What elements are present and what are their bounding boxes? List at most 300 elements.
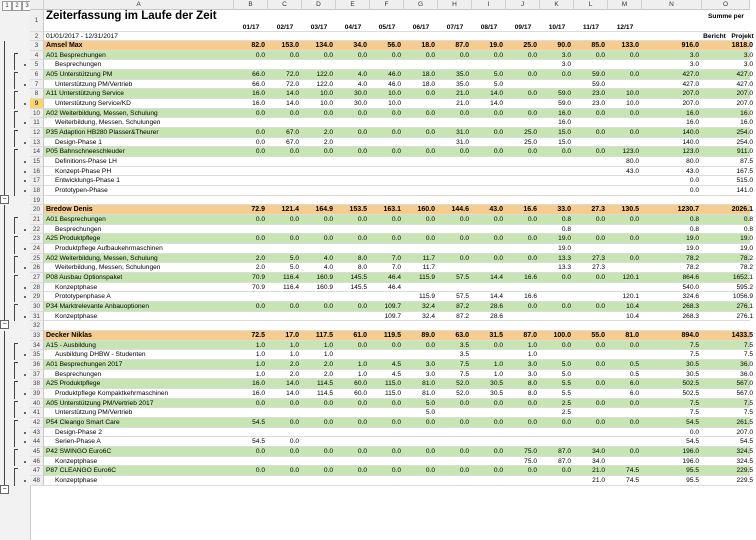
month-value-cell[interactable]: [404, 196, 438, 205]
month-value-cell[interactable]: 19.0: [558, 235, 571, 243]
month-value-cell[interactable]: 0.0: [527, 419, 537, 427]
project-name[interactable]: P42 SWINGO Euro6C: [46, 448, 112, 456]
outline-level-2-button[interactable]: 2: [12, 1, 22, 11]
phase-name[interactable]: Design-Phase 1: [55, 138, 102, 146]
month-value-cell[interactable]: [608, 138, 642, 147]
month-value-cell[interactable]: [472, 60, 506, 69]
phase-name[interactable]: Ausbildung DHBW - Studenten: [55, 351, 146, 359]
month-value-cell[interactable]: 5.5: [561, 390, 571, 398]
month-value-cell[interactable]: 2.0: [289, 370, 299, 378]
sum-projekt-cell[interactable]: 7.5: [743, 341, 753, 349]
sum-bericht-cell[interactable]: 30.5: [686, 370, 699, 378]
month-value-cell[interactable]: 133.0: [621, 42, 639, 49]
month-value-cell[interactable]: 115.9: [418, 293, 435, 301]
month-value-cell[interactable]: 72.9: [251, 206, 265, 214]
month-value-cell[interactable]: [268, 476, 302, 485]
month-value-cell[interactable]: 46.4: [388, 283, 401, 291]
month-value-cell[interactable]: 14.0: [286, 390, 299, 398]
project-name[interactable]: A05 Unterstützung PM: [46, 71, 113, 78]
month-value-cell[interactable]: 74.5: [626, 467, 639, 475]
month-value-cell[interactable]: 0.0: [357, 216, 367, 224]
sum-projekt-cell[interactable]: 3.0: [743, 61, 753, 69]
month-value-cell[interactable]: [438, 283, 472, 292]
month-value-cell[interactable]: 6.0: [629, 380, 639, 388]
month-value-cell[interactable]: [404, 60, 438, 69]
month-value-cell[interactable]: [608, 225, 642, 234]
month-value-cell[interactable]: 0.0: [357, 341, 367, 349]
month-value-cell[interactable]: [302, 457, 336, 466]
sum-bericht-cell[interactable]: 54.5: [686, 419, 699, 427]
month-value-cell[interactable]: 0.0: [493, 448, 503, 456]
month-value-cell[interactable]: [234, 176, 268, 185]
month-value-cell[interactable]: 4.0: [357, 80, 367, 88]
month-value-cell[interactable]: 0.0: [595, 274, 605, 282]
month-value-cell[interactable]: [472, 457, 506, 466]
month-value-cell[interactable]: [608, 186, 642, 195]
month-value-cell[interactable]: [608, 80, 642, 89]
sum-bericht-cell[interactable]: 140.0: [682, 129, 699, 137]
month-value-cell[interactable]: 5.0: [289, 264, 299, 272]
month-header[interactable]: 06/17: [412, 24, 430, 31]
month-value-cell[interactable]: [574, 437, 608, 446]
sum-projekt-cell[interactable]: 7.5: [743, 351, 753, 359]
month-value-cell[interactable]: 80.0: [626, 158, 639, 166]
sum-projekt-cell[interactable]: 3.0: [743, 51, 753, 59]
month-value-cell[interactable]: [438, 157, 472, 166]
month-value-cell[interactable]: 0.0: [459, 109, 469, 117]
month-value-cell[interactable]: 123.0: [622, 148, 639, 156]
month-value-cell[interactable]: [438, 60, 472, 69]
month-value-cell[interactable]: [404, 99, 438, 108]
row-number[interactable]: 44: [30, 437, 44, 447]
month-value-cell[interactable]: 4.0: [323, 254, 333, 262]
sum-projekt-cell[interactable]: 16.0: [740, 119, 753, 127]
row-number[interactable]: 13: [30, 138, 44, 148]
row-number[interactable]: 25: [30, 254, 44, 264]
month-value-cell[interactable]: 0.0: [527, 254, 537, 262]
month-value-cell[interactable]: 5.0: [425, 409, 435, 417]
month-value-cell[interactable]: 13.3: [558, 254, 571, 262]
month-value-cell[interactable]: 19.0: [489, 42, 503, 49]
month-value-cell[interactable]: 15.0: [558, 129, 571, 137]
month-value-cell[interactable]: 54.5: [252, 438, 265, 446]
month-value-cell[interactable]: [472, 167, 506, 176]
month-value-cell[interactable]: 46.0: [388, 71, 401, 78]
project-name[interactable]: A02 Weiterbildung, Messen, Schulung: [46, 109, 158, 117]
month-value-cell[interactable]: [574, 176, 608, 185]
month-value-cell[interactable]: [540, 437, 574, 446]
sum-projekt-cell[interactable]: 229.5: [736, 467, 753, 475]
month-value-cell[interactable]: [234, 244, 268, 253]
month-value-cell[interactable]: [506, 186, 540, 195]
sum-projekt-cell[interactable]: 324.5: [736, 448, 753, 456]
month-value-cell[interactable]: 10.4: [626, 312, 639, 320]
sum-projekt-cell[interactable]: 54.5: [740, 438, 753, 446]
sum-bericht-cell[interactable]: 30.5: [686, 361, 699, 369]
month-value-cell[interactable]: 0.0: [527, 303, 537, 311]
phase-name[interactable]: Produktpflege Kompaktkehrmaschinen: [55, 390, 169, 398]
month-value-cell[interactable]: 0.5: [629, 370, 639, 378]
month-value-cell[interactable]: 0.0: [255, 51, 265, 59]
row-number[interactable]: 18: [30, 186, 44, 196]
month-value-cell[interactable]: 57.5: [456, 274, 469, 282]
month-value-cell[interactable]: [506, 408, 540, 417]
sum-bericht-cell[interactable]: 540.0: [682, 283, 699, 291]
month-value-cell[interactable]: [336, 118, 370, 127]
phase-name[interactable]: [44, 321, 234, 330]
month-value-cell[interactable]: 0.0: [357, 51, 367, 59]
month-value-cell[interactable]: 14.0: [286, 90, 299, 98]
month-value-cell[interactable]: 0.0: [255, 109, 265, 117]
month-value-cell[interactable]: [574, 283, 608, 292]
month-value-cell[interactable]: [404, 118, 438, 127]
month-value-cell[interactable]: [540, 476, 574, 485]
phase-name[interactable]: Weiterbildung, Messen, Schulungen: [55, 264, 161, 272]
sum-bericht-cell[interactable]: 7.5: [689, 399, 699, 407]
month-value-cell[interactable]: 0.0: [391, 448, 401, 456]
month-value-cell[interactable]: [540, 157, 574, 166]
phase-name[interactable]: Design-Phase 2: [55, 428, 102, 436]
month-value-cell[interactable]: 13.3: [558, 264, 571, 272]
month-value-cell[interactable]: 0.0: [357, 303, 367, 311]
month-value-cell[interactable]: 66.0: [252, 71, 265, 78]
month-value-cell[interactable]: [608, 196, 642, 205]
month-value-cell[interactable]: 0.0: [629, 448, 639, 456]
month-value-cell[interactable]: [234, 408, 268, 417]
sum-projekt-cell[interactable]: 595.2: [736, 283, 753, 291]
row-number[interactable]: 8: [30, 89, 44, 99]
row-number[interactable]: 16: [30, 167, 44, 177]
month-value-cell[interactable]: [404, 428, 438, 437]
month-value-cell[interactable]: 61.0: [353, 332, 367, 340]
sum-projekt-cell[interactable]: 87.5: [740, 158, 753, 166]
sum-bericht-cell[interactable]: 3.0: [689, 51, 699, 59]
month-value-cell[interactable]: 7.5: [459, 370, 469, 378]
row-number[interactable]: 10: [30, 109, 44, 119]
column-header-o[interactable]: O: [702, 0, 750, 10]
month-value-cell[interactable]: [472, 118, 506, 127]
sum-bericht-cell[interactable]: 427.0: [682, 71, 699, 78]
month-value-cell[interactable]: 0.0: [595, 129, 605, 137]
month-value-cell[interactable]: 0.0: [425, 419, 435, 427]
month-value-cell[interactable]: [404, 186, 438, 195]
month-value-cell[interactable]: [404, 321, 438, 330]
month-value-cell[interactable]: 63.0: [455, 332, 469, 340]
month-value-cell[interactable]: [540, 312, 574, 321]
month-value-cell[interactable]: [302, 408, 336, 417]
month-header[interactable]: 02/17: [276, 24, 294, 31]
month-value-cell[interactable]: 0.0: [629, 51, 639, 59]
month-value-cell[interactable]: 60.0: [354, 380, 367, 388]
month-value-cell[interactable]: 160.9: [316, 274, 333, 282]
month-value-cell[interactable]: 4.5: [391, 370, 401, 378]
outline-level-1-button[interactable]: 1: [2, 1, 12, 11]
month-value-cell[interactable]: [608, 408, 642, 417]
sum-bericht-cell[interactable]: 16.0: [686, 119, 699, 127]
month-value-cell[interactable]: 1.0: [527, 341, 537, 349]
month-value-cell[interactable]: 0.0: [595, 419, 605, 427]
month-value-cell[interactable]: 3.5: [459, 351, 469, 359]
month-value-cell[interactable]: [336, 437, 370, 446]
month-value-cell[interactable]: [336, 244, 370, 253]
month-value-cell[interactable]: 0.0: [391, 148, 401, 156]
row-number[interactable]: 36: [30, 360, 44, 370]
month-value-cell[interactable]: 8.0: [357, 264, 367, 272]
month-value-cell[interactable]: [540, 292, 574, 301]
month-value-cell[interactable]: 0.0: [493, 148, 503, 156]
month-value-cell[interactable]: 0.0: [357, 148, 367, 156]
sum-bericht-cell[interactable]: 1230.7: [677, 206, 699, 214]
column-header-m[interactable]: M: [608, 0, 642, 10]
month-value-cell[interactable]: 11.7: [422, 264, 435, 272]
column-header-k[interactable]: K: [540, 0, 574, 10]
column-header-a[interactable]: A: [44, 0, 234, 10]
month-value-cell[interactable]: [336, 225, 370, 234]
row-number[interactable]: 38: [30, 379, 44, 389]
month-value-cell[interactable]: [234, 186, 268, 195]
month-value-cell[interactable]: [268, 157, 302, 166]
month-value-cell[interactable]: 0.0: [357, 467, 367, 475]
month-value-cell[interactable]: [404, 350, 438, 359]
month-value-cell[interactable]: 3.5: [459, 341, 469, 349]
phase-name[interactable]: Entwicklungs-Phase 1: [55, 177, 120, 185]
row-number[interactable]: 3: [30, 41, 44, 51]
month-value-cell[interactable]: 2.0: [323, 370, 333, 378]
sum-bericht-cell[interactable]: 268.3: [682, 312, 699, 320]
month-value-cell[interactable]: [574, 408, 608, 417]
month-value-cell[interactable]: 2.0: [255, 254, 265, 262]
month-header[interactable]: 01/17: [242, 24, 260, 31]
month-value-cell[interactable]: 16.0: [558, 109, 571, 117]
month-value-cell[interactable]: [302, 225, 336, 234]
month-value-cell[interactable]: [506, 476, 540, 485]
month-value-cell[interactable]: 5.0: [561, 361, 571, 369]
month-value-cell[interactable]: [472, 321, 506, 330]
sum-projekt-cell[interactable]: 167.5: [736, 167, 753, 175]
sum-bericht-cell[interactable]: 427.0: [682, 80, 699, 88]
phase-name[interactable]: Konzept-Phase PH: [55, 167, 112, 175]
sum-bericht-cell[interactable]: 19.0: [686, 235, 699, 243]
month-value-cell[interactable]: 0.0: [357, 129, 367, 137]
month-value-cell[interactable]: 10.0: [626, 90, 639, 98]
sum-bericht-cell[interactable]: [642, 321, 702, 330]
sum-bericht-cell[interactable]: 196.0: [682, 448, 699, 456]
month-value-cell[interactable]: [540, 350, 574, 359]
month-value-cell[interactable]: 1.0: [289, 351, 299, 359]
month-value-cell[interactable]: 60.0: [354, 390, 367, 398]
month-value-cell[interactable]: [608, 437, 642, 446]
month-value-cell[interactable]: 32.4: [422, 303, 435, 311]
phase-name[interactable]: Weiterbildung, Messen, Schulungen: [55, 119, 161, 127]
sum-projekt-cell[interactable]: 19.0: [740, 245, 753, 253]
month-value-cell[interactable]: [574, 157, 608, 166]
month-header[interactable]: 09/17: [514, 24, 532, 31]
phase-name[interactable]: Produktpflege Aufbaukehrmaschinen: [55, 245, 163, 253]
project-name[interactable]: A01 Besprechungen: [46, 216, 106, 224]
month-value-cell[interactable]: 0.0: [323, 148, 333, 156]
month-value-cell[interactable]: 0.0: [425, 109, 435, 117]
month-value-cell[interactable]: 0.0: [255, 235, 265, 243]
sum-bericht-cell[interactable]: 16.0: [686, 109, 699, 117]
month-value-cell[interactable]: [574, 389, 608, 398]
month-value-cell[interactable]: 2.5: [561, 399, 571, 407]
month-value-cell[interactable]: [336, 186, 370, 195]
month-value-cell[interactable]: [336, 350, 370, 359]
month-value-cell[interactable]: 120.1: [622, 293, 639, 301]
month-value-cell[interactable]: 87.2: [456, 312, 469, 320]
sum-bericht-cell[interactable]: 7.5: [689, 341, 699, 349]
month-value-cell[interactable]: 0.0: [527, 467, 537, 475]
sum-bericht-cell[interactable]: 95.5: [686, 467, 699, 475]
month-value-cell[interactable]: 0.0: [629, 109, 639, 117]
month-value-cell[interactable]: [506, 428, 540, 437]
month-value-cell[interactable]: 0.0: [561, 419, 571, 427]
month-value-cell[interactable]: 0.0: [595, 148, 605, 156]
phase-name[interactable]: Definitions-Phase LH: [55, 158, 117, 166]
month-value-cell[interactable]: [574, 60, 608, 69]
month-value-cell[interactable]: 31.0: [456, 138, 469, 146]
phase-name[interactable]: Besprechungen: [55, 370, 102, 378]
month-value-cell[interactable]: [506, 437, 540, 446]
month-value-cell[interactable]: 3.0: [425, 370, 435, 378]
month-value-cell[interactable]: 0.0: [391, 341, 401, 349]
sum-bericht-cell[interactable]: 54.5: [686, 438, 699, 446]
sum-bericht-cell[interactable]: 95.5: [686, 477, 699, 485]
column-header-j[interactable]: J: [506, 0, 540, 10]
row-number[interactable]: 23: [30, 234, 44, 244]
month-value-cell[interactable]: [506, 118, 540, 127]
phase-name[interactable]: Unterstützung Service/KD: [55, 100, 131, 108]
project-name[interactable]: A15 - Ausbildung: [46, 341, 96, 349]
sum-projekt-cell[interactable]: 16.0: [740, 109, 753, 117]
month-value-cell[interactable]: [438, 457, 472, 466]
month-value-cell[interactable]: 0.0: [255, 448, 265, 456]
phase-name[interactable]: Serien-Phase A: [55, 438, 101, 446]
month-value-cell[interactable]: 0.0: [425, 341, 435, 349]
sum-bericht-cell[interactable]: 80.0: [686, 158, 699, 166]
row-number[interactable]: 35: [30, 350, 44, 360]
month-value-cell[interactable]: [268, 118, 302, 127]
project-name[interactable]: A01 Besprechungen: [46, 51, 106, 59]
sum-bericht-cell[interactable]: 207.0: [682, 90, 699, 98]
month-value-cell[interactable]: [574, 350, 608, 359]
month-value-cell[interactable]: 0.0: [459, 254, 469, 262]
month-value-cell[interactable]: 25.0: [524, 129, 537, 137]
month-value-cell[interactable]: 0.0: [323, 419, 333, 427]
row-number[interactable]: 37: [30, 370, 44, 380]
month-value-cell[interactable]: 5.0: [493, 71, 503, 78]
month-value-cell[interactable]: 32.4: [422, 312, 435, 320]
month-value-cell[interactable]: [472, 138, 506, 147]
month-value-cell[interactable]: [506, 312, 540, 321]
month-value-cell[interactable]: 14.0: [286, 380, 299, 388]
month-value-cell[interactable]: 0.0: [493, 341, 503, 349]
project-name[interactable]: A05 Unterstützung PM/Vertrieb 2017: [46, 399, 154, 407]
month-value-cell[interactable]: 72.0: [286, 71, 299, 78]
month-value-cell[interactable]: [472, 408, 506, 417]
month-value-cell[interactable]: [268, 167, 302, 176]
month-value-cell[interactable]: 0.0: [357, 448, 367, 456]
month-value-cell[interactable]: [404, 225, 438, 234]
phase-name[interactable]: Unterstützung PM/Vertrieb: [55, 409, 133, 417]
month-value-cell[interactable]: [234, 292, 268, 301]
month-value-cell[interactable]: 28.6: [490, 312, 503, 320]
column-header-n[interactable]: N: [642, 0, 702, 10]
month-value-cell[interactable]: 0.0: [391, 129, 401, 137]
month-value-cell[interactable]: 74.5: [626, 477, 639, 485]
month-value-cell[interactable]: 0.0: [289, 235, 299, 243]
month-value-cell[interactable]: 70.9: [252, 283, 265, 291]
month-value-cell[interactable]: 10.4: [626, 303, 639, 311]
month-value-cell[interactable]: 30.5: [490, 380, 503, 388]
month-value-cell[interactable]: 75.0: [524, 448, 537, 456]
project-name[interactable]: A25 Produktpflege: [46, 235, 101, 243]
sum-projekt-cell[interactable]: 1056.9: [732, 293, 753, 301]
month-value-cell[interactable]: 0.0: [561, 341, 571, 349]
row-number[interactable]: 42: [30, 418, 44, 428]
month-value-cell[interactable]: [336, 457, 370, 466]
month-value-cell[interactable]: [574, 138, 608, 147]
sum-bericht-cell[interactable]: 268.3: [682, 303, 699, 311]
month-value-cell[interactable]: [336, 292, 370, 301]
month-value-cell[interactable]: 0.0: [255, 216, 265, 224]
month-value-cell[interactable]: 1.0: [255, 351, 265, 359]
month-value-cell[interactable]: [472, 186, 506, 195]
month-value-cell[interactable]: 59.0: [558, 100, 571, 108]
month-value-cell[interactable]: [234, 118, 268, 127]
month-value-cell[interactable]: 0.0: [595, 51, 605, 59]
sum-bericht-cell[interactable]: 43.0: [686, 167, 699, 175]
month-value-cell[interactable]: 0.0: [323, 51, 333, 59]
sum-bericht-header[interactable]: Bericht: [703, 33, 726, 40]
month-value-cell[interactable]: 14.0: [490, 90, 503, 98]
month-value-cell[interactable]: 116.4: [282, 274, 299, 282]
month-value-cell[interactable]: [302, 244, 336, 253]
sum-projekt-cell[interactable]: 36.0: [740, 361, 753, 369]
month-header[interactable]: 05/17: [378, 24, 396, 31]
month-value-cell[interactable]: 0.0: [629, 341, 639, 349]
month-value-cell[interactable]: 0.0: [391, 51, 401, 59]
select-all-corner[interactable]: [30, 0, 44, 10]
month-value-cell[interactable]: [336, 167, 370, 176]
sum-bericht-cell[interactable]: [642, 196, 702, 205]
month-value-cell[interactable]: 121.4: [281, 206, 299, 214]
month-value-cell[interactable]: 0.0: [323, 109, 333, 117]
month-value-cell[interactable]: 46.4: [388, 274, 401, 282]
month-value-cell[interactable]: 90.0: [557, 42, 571, 49]
month-value-cell[interactable]: [268, 225, 302, 234]
month-value-cell[interactable]: 4.0: [323, 264, 333, 272]
month-value-cell[interactable]: [506, 167, 540, 176]
month-value-cell[interactable]: 10.0: [320, 90, 333, 98]
month-value-cell[interactable]: 17.0: [285, 332, 299, 340]
row-number[interactable]: 21: [30, 215, 44, 225]
month-value-cell[interactable]: [574, 118, 608, 127]
month-value-cell[interactable]: 10.0: [626, 100, 639, 108]
column-header-h[interactable]: H: [438, 0, 472, 10]
sum-projekt-cell[interactable]: 7.5: [743, 409, 753, 417]
month-value-cell[interactable]: 16.0: [558, 119, 571, 127]
row-number[interactable]: 33: [30, 331, 44, 341]
project-name[interactable]: P08 Ausbau Optionspaket: [46, 274, 123, 282]
month-value-cell[interactable]: [574, 312, 608, 321]
month-value-cell[interactable]: 0.0: [629, 216, 639, 224]
month-value-cell[interactable]: [302, 321, 336, 330]
person-name[interactable]: Bredow Denis: [46, 206, 93, 214]
month-value-cell[interactable]: 144.6: [451, 206, 469, 214]
month-value-cell[interactable]: [268, 321, 302, 330]
month-value-cell[interactable]: 23.0: [592, 100, 605, 108]
